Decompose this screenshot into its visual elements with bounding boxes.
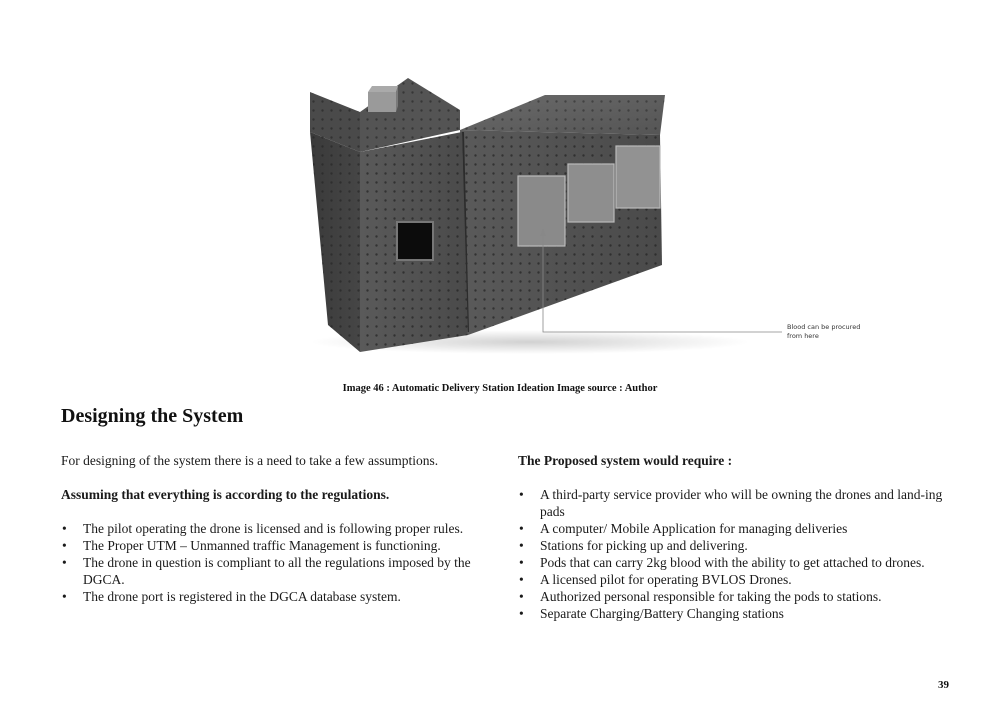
assumption-heading: Assuming that everything is according to the regulations. <box>61 487 390 502</box>
list-item: • The pilot operating the drone is licensed and is following proper rules. <box>61 520 501 537</box>
figure-caption: Image 46 : Automatic Delivery Station Ideation Image source : Author <box>342 383 658 394</box>
list-item: • A computer/ Mobile Application for managing deliveries <box>518 520 950 537</box>
list-item: • The drone port is registered in the DGCA database system. <box>61 588 501 605</box>
callout-label: Blood can be procured from here <box>787 323 861 340</box>
assumption-list <box>61 520 501 605</box>
intro-paragraph: For designing of the system there is a need to take a few assumptions. <box>61 453 439 468</box>
list-item: • Authorized personal responsible for taking the pods to stations. <box>518 588 950 605</box>
roof-cube <box>368 92 396 112</box>
section-title: Designing the System <box>61 405 244 427</box>
page-number: 39 <box>938 679 949 691</box>
requirements-heading: The Proposed system would require : <box>518 453 733 468</box>
hatch-window <box>397 222 433 260</box>
list-item: • The drone in question is compliant to all the regulations imposed by the DGCA. <box>61 554 501 588</box>
list-item: • A licensed pilot for operating BVLOS Drones. <box>518 571 950 588</box>
pod-panel <box>616 146 660 208</box>
left-column <box>61 452 501 605</box>
list-item: • Stations for picking up and delivering. <box>518 537 950 554</box>
list-item: • Separate Charging/Battery Changing stations <box>518 605 950 622</box>
right-column <box>518 452 950 622</box>
list-item: • The Proper UTM – Unmanned traffic Management is functioning. <box>61 537 501 554</box>
requirements-list <box>518 486 950 622</box>
pod-panel <box>568 164 614 222</box>
list-item: • Pods that can carry 2kg blood with the ability to get attached to drones. <box>518 554 950 571</box>
list-item: • A third-party service provider who will be owning the drones and land-ing pads <box>518 486 950 520</box>
